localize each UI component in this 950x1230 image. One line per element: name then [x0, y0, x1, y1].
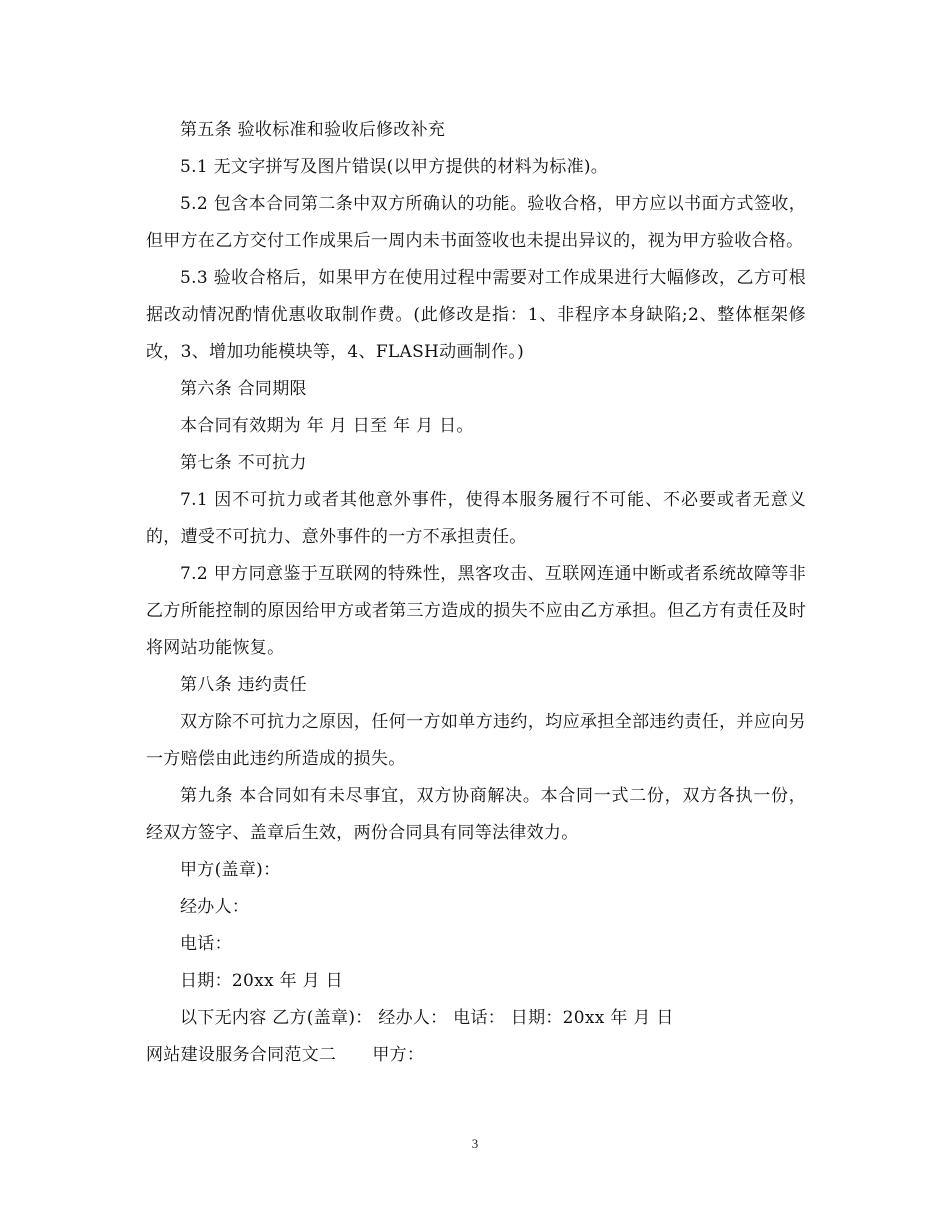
party-a-seal: 甲方(盖章)：	[180, 860, 281, 880]
party-a-agent: 经办人：	[180, 897, 250, 917]
article-8-heading: 第八条 违约责任	[180, 675, 307, 695]
contract-term: 本合同有效期为 年 月 日至 年 月 日。	[180, 416, 474, 436]
article-5-heading: 第五条 验收标准和验收后修改补充	[180, 120, 446, 140]
article-7-heading: 第七条 不可抗力	[180, 453, 307, 473]
next-contract-party-a: 甲方：	[372, 1045, 425, 1065]
party-a-date: 日期：20xx 年 月 日	[180, 971, 343, 991]
article-6-heading: 第六条 合同期限	[180, 379, 307, 399]
clause-7-2: 7.2 甲方同意鉴于互联网的特殊性，黑客攻击、互联网连通中断或者系统故障等非乙方所能控制的原因给甲方或者第三方造成的损失不应由乙方承担。但乙方有责任及时将网站功能恢复。	[146, 564, 806, 658]
next-contract-line	[146, 1037, 806, 1074]
party-a-phone: 电话：	[180, 934, 232, 954]
clause-7-1: 7.1 因不可抗力或者其他意外事件，使得本服务履行不可能、不必要或者无意义的，遭受不可抗力、意外事件的一方不承担责任。	[146, 490, 806, 547]
clause-5-3: 5.3 验收合格后，如果甲方在使用过程中需要对工作成果进行大幅修改，乙方可根据改动情况酌情优惠收取制作费。(此修改是指：1、非程序本身缺陷;2、整体框架修改，3、增加功能模块等，4、FLASH动画制作。)	[146, 268, 806, 362]
next-contract-title: 网站建设服务合同范文二	[146, 1045, 337, 1065]
article-9: 第九条 本合同如有未尽事宜，双方协商解决。本合同一式二份，双方各执一份，经双方签字、盖章后生效，两份合同具有同等法律效力。	[146, 786, 806, 843]
breach-liability: 双方除不可抗力之原因，任何一方如单方违约，均应承担全部违约责任，并应向另一方赔偿由此违约所造成的损失。	[146, 712, 806, 769]
document-page	[146, 112, 806, 1074]
party-b-signature-line: 以下无内容 乙方(盖章)： 经办人： 电话： 日期：20xx 年 月 日	[180, 1008, 674, 1028]
clause-5-1: 5.1 无文字拼写及图片错误(以甲方提供的材料为标准)。	[180, 157, 609, 177]
page-number: 3	[471, 1136, 479, 1151]
clause-5-2: 5.2 包含本合同第二条中双方所确认的功能。验收合格，甲方应以书面方式签收，但甲方在乙方交付工作成果后一周内未书面签收也未提出异议的，视为甲方验收合格。	[146, 194, 806, 251]
